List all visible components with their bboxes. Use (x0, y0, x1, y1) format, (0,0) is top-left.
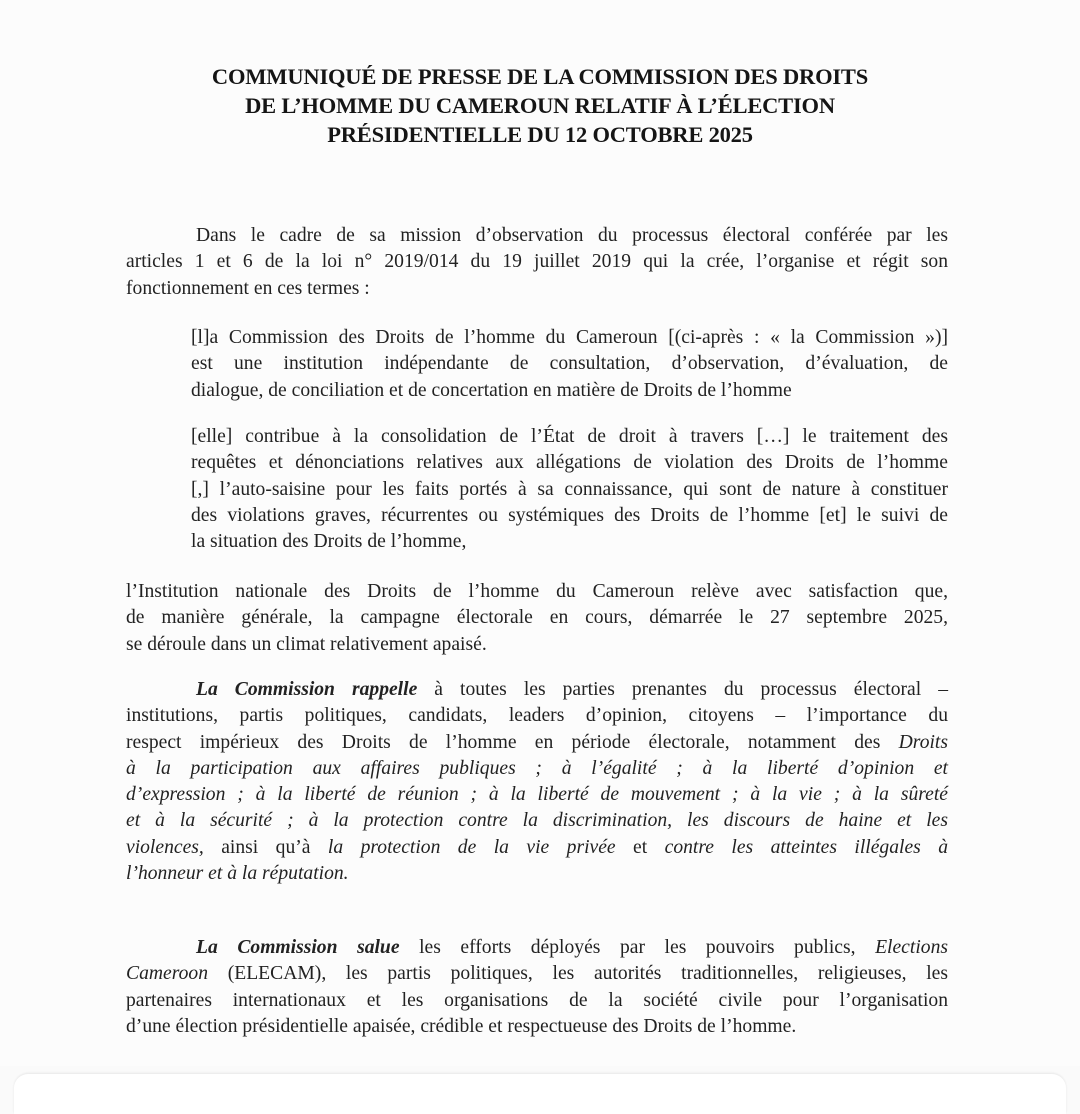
text-line: de manière générale, la campagne électorale en cours, démarrée le 27 septembre 2025, (126, 607, 948, 629)
title-line: PRÉSIDENTIELLE DU 12 OCTOBRE 2025 (327, 122, 753, 147)
text-line (126, 861, 948, 887)
text-line: [elle] contribue à la consolidation de l’État de droit à travers […] le traitement des (191, 426, 948, 447)
text-line (126, 677, 948, 703)
italic-run: Elections (875, 937, 948, 958)
text-line (126, 782, 948, 808)
text-line (126, 756, 948, 782)
legal-quote-1 (191, 325, 948, 404)
intro-paragraph (126, 223, 948, 302)
text-line: des violations graves, récurrentes ou systémiques des Droits de l’homme [et] le suivi de (191, 504, 948, 526)
bottom-sheet-edge (14, 1074, 1066, 1114)
text-run: à toutes les parties prenantes du processus électoral – (417, 679, 948, 700)
text-line: requêtes et dénonciations relatives aux allégations de violation des Droits de l’homme (191, 452, 948, 474)
salue-paragraph (126, 935, 948, 1040)
text-line: d’une élection présidentielle apaisée, crédible et respectueuse des Droits de l’homme. (126, 1015, 797, 1037)
text-run: et (615, 836, 665, 858)
text-line: Dans le cadre de sa mission d’observation du processus électoral conférée par les (196, 225, 948, 246)
emphasis-lead: La Commission salue (196, 937, 400, 958)
text-line: articles 1 et 6 de la loi n° 2019/014 du 19 juillet 2019 qui la crée, l’organise et régit son (126, 251, 948, 273)
italic-run: contre les atteintes illégales à (664, 836, 948, 858)
text-line (126, 730, 948, 756)
text-run: (ELECAM), les partis politiques, les autorités traditionnelles, religieuses, les (208, 963, 948, 985)
finding-paragraph (126, 579, 948, 658)
italic-run: violences, (126, 836, 204, 858)
rappelle-paragraph (126, 677, 948, 887)
italic-run: l’honneur et à la réputation. (126, 863, 349, 885)
text-line (126, 935, 948, 961)
text-line: se déroule dans un climat relativement apaisé. (126, 633, 487, 655)
text-line: la situation des Droits de l’homme, (191, 531, 467, 553)
text-line: l’Institution nationale des Droits de l’homme du Cameroun relève avec satisfaction que, (126, 581, 948, 602)
italic-run: la protection de la vie privée (327, 836, 616, 858)
text-run: ainsi qu’à (203, 836, 328, 858)
text-line (126, 961, 948, 987)
text-line: dialogue, de conciliation et de concertation en matière de Droits de l’homme (191, 379, 792, 401)
title-line: DE L’HOMME DU CAMEROUN RELATIF À L’ÉLECTION (245, 93, 835, 118)
text-line: est une institution indépendante de consultation, d’observation, d’évaluation, de (191, 353, 948, 375)
italic-run: d’expression ; à la liberté de réunion ; à la liberté de mouvement ; à la vie ; à la sûreté (126, 784, 948, 806)
text-run: respect impérieux des Droits de l’homme en période électorale, notamment des (126, 731, 899, 753)
text-line: fonctionnement en ces termes : (126, 277, 370, 299)
italic-run: Cameroon (126, 963, 209, 985)
text-line (126, 808, 948, 834)
legal-quote-2 (191, 424, 948, 555)
text-line: [,] l’auto-saisine pour les faits portés à sa connaissance, qui sont de nature à constituer (191, 478, 948, 500)
text-line: partenaires internationaux et les organisations de la société civile pour l’organisation (126, 989, 948, 1011)
text-run: les efforts déployés par les pouvoirs publics, (399, 937, 876, 958)
text-line: [l]a Commission des Droits de l’homme du Cameroun [(ci-après : « la Commission »)] (191, 327, 948, 348)
document-title (120, 62, 960, 149)
title-line: COMMUNIQUÉ DE PRESSE DE LA COMMISSION DES DROITS (211, 64, 869, 89)
text-line: institutions, partis politiques, candidats, leaders d’opinion, citoyens – l’importance du (126, 705, 948, 727)
text-line (126, 835, 948, 861)
italic-run: à la participation aux affaires publiques ; à l’égalité ; à la liberté d’opinion et (126, 757, 948, 779)
italic-run: Droits (898, 731, 948, 753)
italic-run: et à la sécurité ; à la protection contre la discrimination, les discours de haine et les (126, 810, 948, 832)
emphasis-lead: La Commission rappelle (196, 679, 418, 700)
